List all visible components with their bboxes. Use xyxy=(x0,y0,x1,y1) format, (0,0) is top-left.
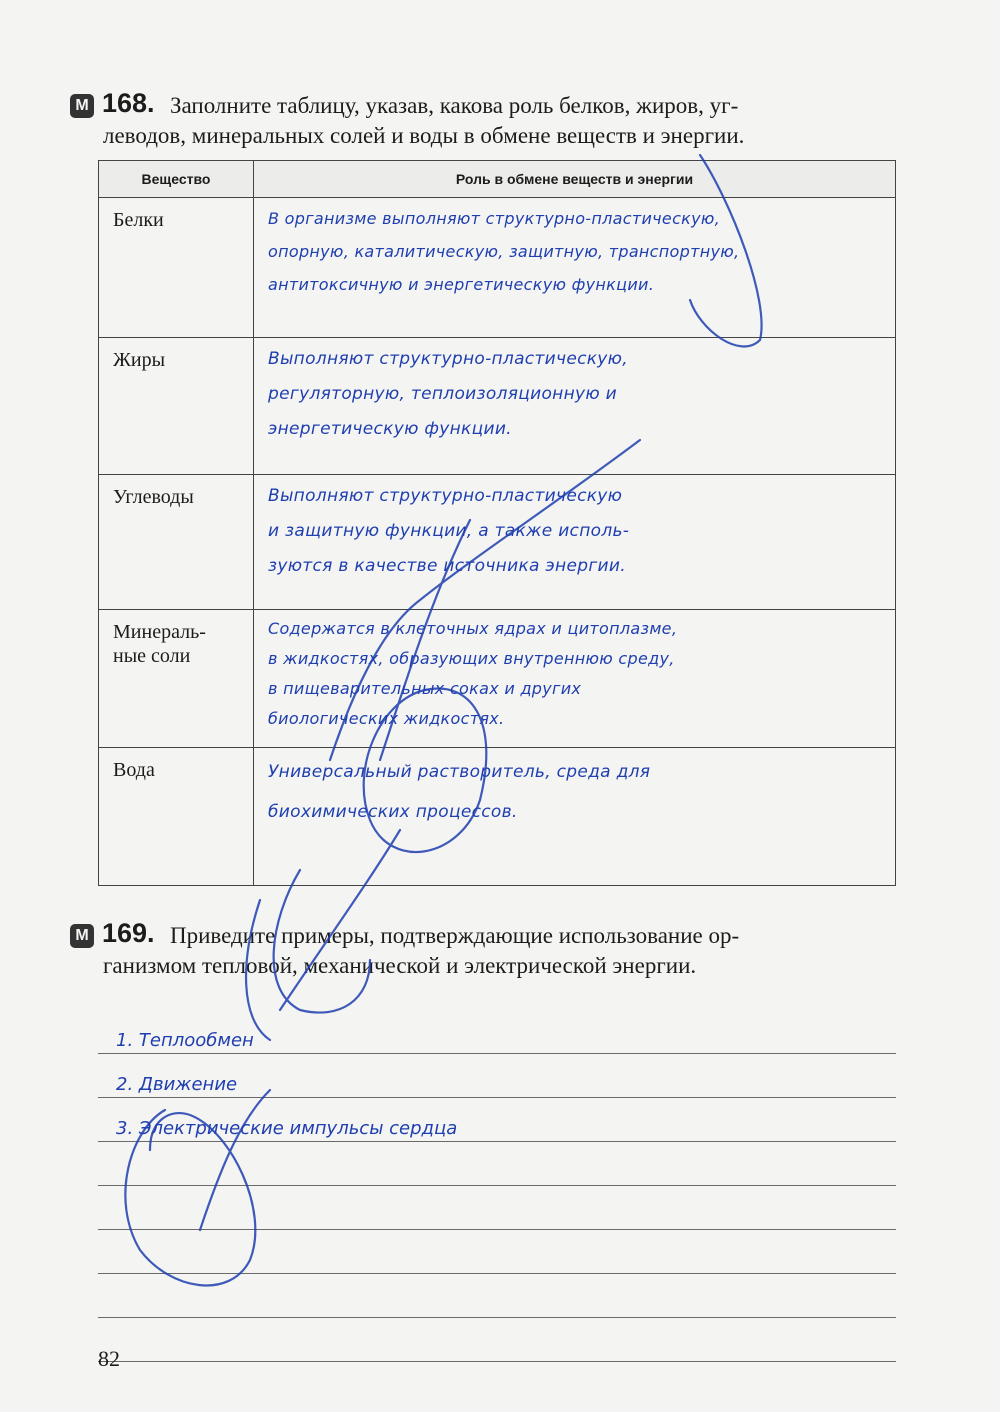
answer-line: Выполняют структурно-пластическую, xyxy=(268,349,628,369)
role-answer-cell[interactable] xyxy=(254,475,896,610)
role-answer-cell[interactable] xyxy=(254,198,896,338)
m-badge-icon: M xyxy=(70,94,94,118)
instruction-line: леводов, минеральных солей и воды в обмене веществ и энергии. xyxy=(103,123,745,148)
header-role: Роль в обмене веществ и энергии xyxy=(254,161,896,198)
answer-line: регуляторную, теплоизоляционную и xyxy=(268,384,618,404)
answer-line: Выполняют структурно-пластическую xyxy=(268,486,623,506)
table-row xyxy=(99,198,896,338)
role-answer-cell[interactable] xyxy=(254,338,896,475)
answer-line: в пищеварительных соках и других xyxy=(268,679,582,698)
table-row xyxy=(99,610,896,748)
instruction-line: Приведите примеры, подтверждающие использование ор- xyxy=(170,923,740,948)
table-header-row xyxy=(99,161,896,198)
handwritten-answer xyxy=(254,748,895,832)
answer-line: в жидкостях, образующих внутреннюю среду, xyxy=(268,649,675,668)
answer-line: Содержатся в клеточных ядрах и цитоплазме, xyxy=(268,619,678,638)
instruction-line: Заполните таблицу, указав, какова роль белков, жиров, уг- xyxy=(170,93,739,118)
table-row xyxy=(99,475,896,610)
answer-lines xyxy=(98,1010,896,1362)
writing-line[interactable] xyxy=(98,1054,896,1098)
substance-cell: Жиры xyxy=(99,338,254,475)
header-substance: Вещество xyxy=(99,161,254,198)
writing-line[interactable] xyxy=(98,1274,896,1318)
writing-line[interactable] xyxy=(98,1186,896,1230)
role-answer-cell[interactable] xyxy=(254,610,896,748)
role-answer-cell[interactable] xyxy=(254,748,896,886)
substance-cell: Углеводы xyxy=(99,475,254,610)
answer-line: биологических жидкостях. xyxy=(268,709,505,728)
writing-line[interactable] xyxy=(98,1098,896,1142)
answer-line: энергетическую функции. xyxy=(268,419,512,439)
handwritten-answer: 2. Движение xyxy=(116,1074,238,1095)
answer-line: опорную, каталитическую, защитную, транспортную, xyxy=(268,242,740,261)
substance-label: Минераль- ные соли xyxy=(113,621,206,667)
writing-line[interactable] xyxy=(98,1318,896,1362)
substance-cell xyxy=(99,610,254,748)
task-number: 168. xyxy=(102,88,155,118)
answer-line: биохимических процессов. xyxy=(268,802,518,822)
answer-line: В организме выполняют структурно-пластическую, xyxy=(268,209,721,228)
instruction-line: ганизмом тепловой, механической и электрической энергии. xyxy=(103,953,697,978)
task-number: 169. xyxy=(102,918,155,948)
handwritten-answer: 1. Теплообмен xyxy=(116,1030,254,1051)
handwritten-answer xyxy=(254,610,895,734)
answer-line: зуются в качестве источника энергии. xyxy=(268,556,626,576)
handwritten-answer: 3. Электрические импульсы сердца xyxy=(116,1118,458,1139)
table-row xyxy=(99,338,896,475)
m-badge-icon: M xyxy=(70,924,94,948)
page-number: 82 xyxy=(98,1346,120,1371)
answer-line: антитоксичную и энергетическую функции. xyxy=(268,275,655,294)
answer-line: Универсальный растворитель, среда для xyxy=(268,762,651,782)
roles-table xyxy=(98,160,896,886)
table-row xyxy=(99,748,896,886)
writing-line[interactable] xyxy=(98,1010,896,1054)
handwritten-answer xyxy=(254,338,895,447)
handwritten-answer xyxy=(254,198,895,301)
writing-line[interactable] xyxy=(98,1230,896,1274)
answer-line: и защитную функции, а также исполь- xyxy=(268,521,630,541)
substance-cell: Вода xyxy=(99,748,254,886)
handwritten-answer xyxy=(254,475,895,584)
writing-line[interactable] xyxy=(98,1142,896,1186)
substance-cell: Белки xyxy=(99,198,254,338)
